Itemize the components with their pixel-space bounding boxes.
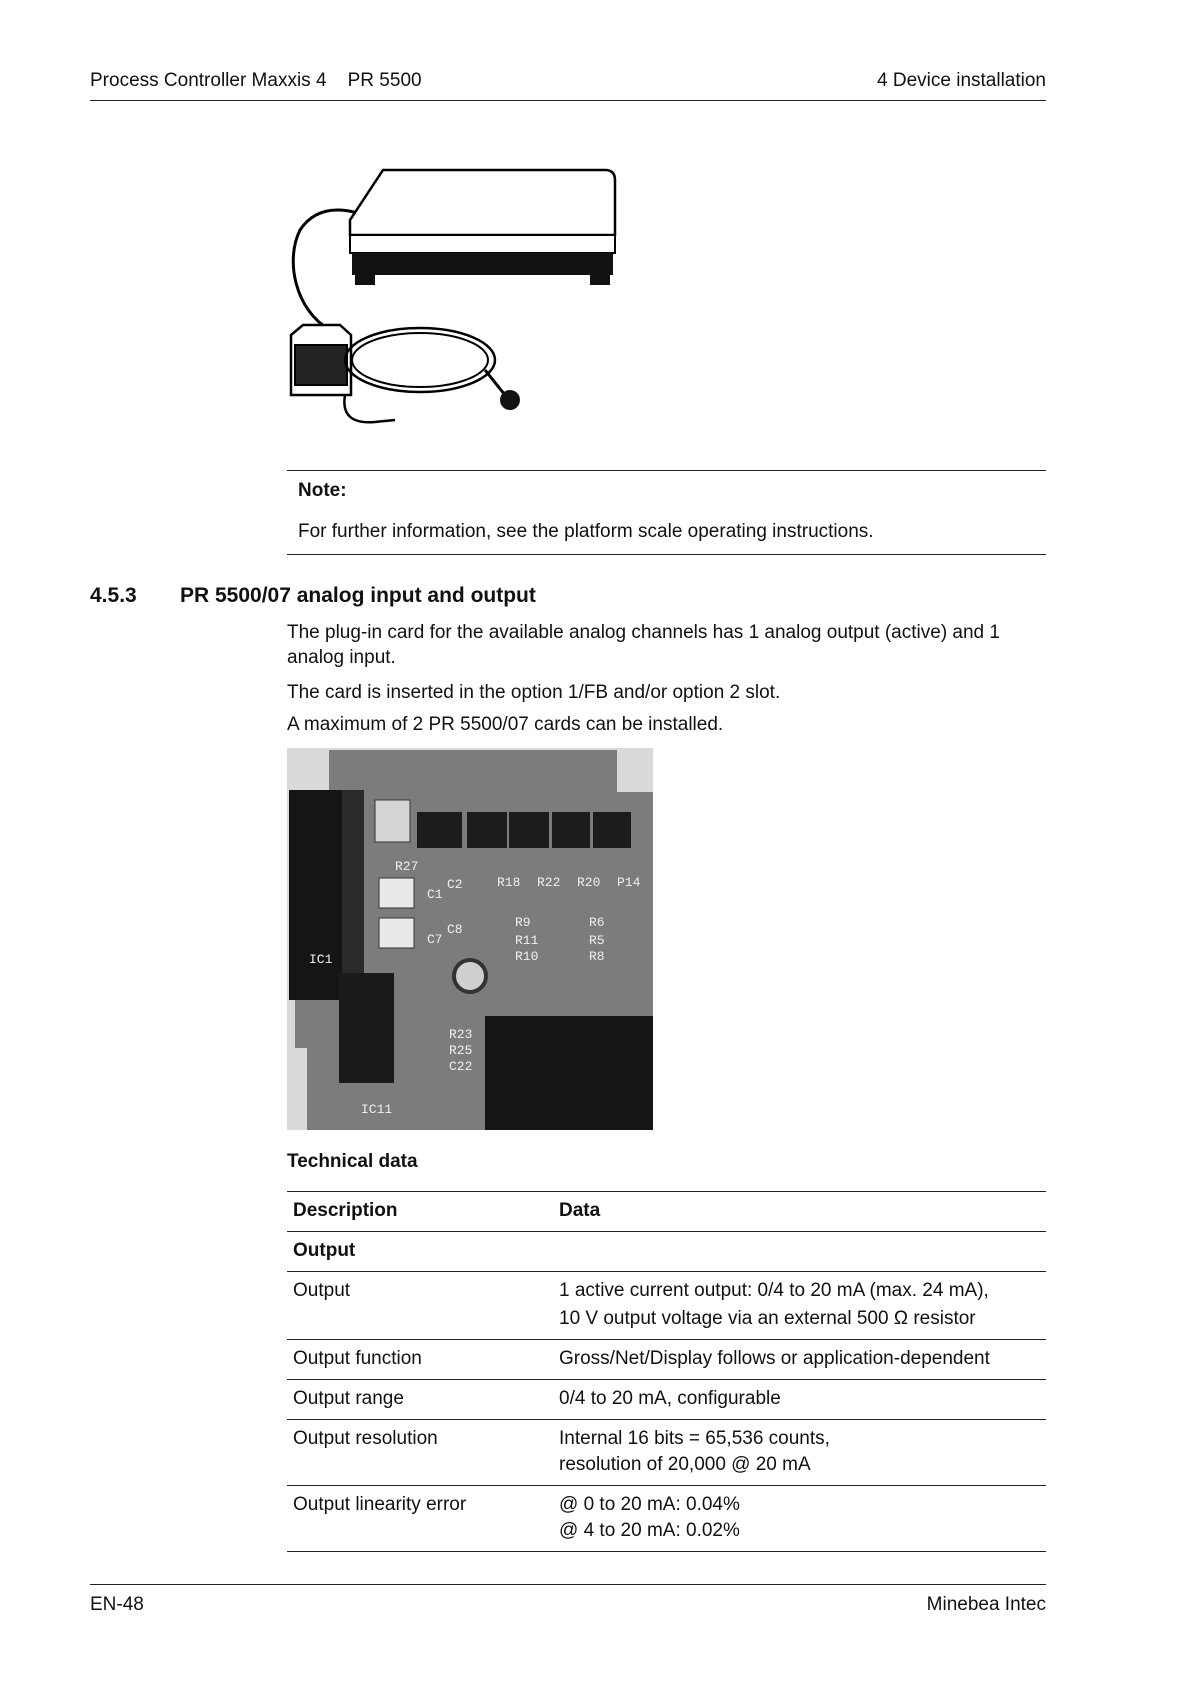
row-label: Output function (287, 1340, 553, 1380)
header-divider (90, 100, 1046, 101)
label-r25: R25 (449, 1043, 473, 1058)
technical-data-table (287, 1191, 1046, 1552)
label-r8: R8 (589, 949, 605, 964)
label-r11: R11 (515, 933, 539, 948)
label-c7: C7 (427, 932, 443, 947)
trimmer-c7 (379, 918, 414, 948)
label-r18: R18 (497, 875, 521, 890)
table-row (287, 1486, 1046, 1552)
pcb-photo (287, 748, 653, 1130)
cable-plug (500, 390, 520, 410)
label-c8: C8 (447, 922, 463, 937)
header-chapter: 4 Device installation (877, 70, 1046, 91)
scale-platform-top (350, 170, 615, 235)
footer-divider (90, 1584, 1046, 1585)
label-r20: R20 (577, 875, 601, 890)
label-r23: R23 (449, 1027, 473, 1042)
row-label: Output range (287, 1380, 553, 1420)
column-header-description: Description (287, 1192, 553, 1232)
label-r9: R9 (515, 915, 531, 930)
label-r5: R5 (589, 933, 605, 948)
label-r6: R6 (589, 915, 605, 930)
junction-box-front (295, 345, 347, 385)
table-row (287, 1380, 1046, 1420)
paragraph-plug-in-card: The plug-in card for the available analog channels has 1 analog output (active) and 1 analog input. (287, 622, 1000, 668)
trimmer-c1 (379, 878, 414, 908)
ic-chip (339, 973, 394, 1083)
note-bottom-rule (287, 554, 1046, 555)
paragraph-max-cards: A maximum of 2 PR 5500/07 cards can be installed. (287, 714, 724, 735)
label-r27: R27 (395, 859, 419, 874)
row-value-line: 10 V output voltage via an external 500 Ω resistor (559, 1308, 976, 1329)
section-number: 4.5.3 (90, 584, 137, 607)
row-label: Output resolution (287, 1420, 553, 1486)
row-value-line: 1 active current output: 0/4 to 20 mA (max. 24 mA), (559, 1280, 989, 1301)
label-c2: C2 (447, 877, 463, 892)
page-number: EN-48 (90, 1594, 144, 1615)
footer-company: Minebea Intec (926, 1594, 1046, 1615)
group-label-output: Output (287, 1232, 553, 1272)
section-title: PR 5500/07 analog input and output (180, 584, 536, 607)
coiled-cable (345, 328, 495, 392)
connector-bottom (485, 1016, 653, 1130)
row-value-line: 0/4 to 20 mA, configurable (553, 1380, 1046, 1420)
scale-foot-right (590, 273, 610, 285)
label-r22: R22 (537, 875, 561, 890)
label-r10: R10 (515, 949, 539, 964)
scale-foot-left (355, 273, 375, 285)
row-value-line: resolution of 20,000 @ 20 mA (559, 1454, 811, 1475)
table-header-row (287, 1192, 1046, 1232)
platform-scale-figure (285, 160, 645, 450)
scale-platform-edge (350, 235, 615, 253)
row-value-line: @ 4 to 20 mA: 0.02% (559, 1520, 740, 1541)
column-header-data: Data (553, 1192, 1046, 1232)
technical-data-heading: Technical data (287, 1151, 418, 1172)
table-row (287, 1340, 1046, 1380)
label-ic11: IC11 (361, 1102, 393, 1117)
note-title: Note: (298, 480, 347, 501)
row-value-line: Gross/Net/Display follows or application-dependent (553, 1340, 1046, 1380)
paragraph-slot: The card is inserted in the option 1/FB and/or option 2 slot. (287, 682, 781, 703)
note-top-rule (287, 470, 1046, 471)
note-text: For further information, see the platform scale operating instructions. (298, 521, 874, 542)
row-label: Output (287, 1272, 553, 1340)
row-label: Output linearity error (287, 1486, 553, 1552)
table-row (287, 1420, 1046, 1486)
mounting-hole (454, 960, 486, 992)
table-row (287, 1272, 1046, 1340)
relay-component (375, 800, 410, 842)
label-c1: C1 (427, 887, 443, 902)
header-title: Process Controller Maxxis 4 PR 5500 (90, 70, 422, 91)
label-p14: P14 (617, 875, 641, 890)
scale-base (352, 253, 613, 275)
table-group-row (287, 1232, 1046, 1272)
label-ic1: IC1 (309, 952, 333, 967)
label-c22: C22 (449, 1059, 473, 1074)
row-value-line: Internal 16 bits = 65,536 counts, (559, 1428, 830, 1449)
row-value-line: @ 0 to 20 mA: 0.04% (559, 1494, 740, 1515)
